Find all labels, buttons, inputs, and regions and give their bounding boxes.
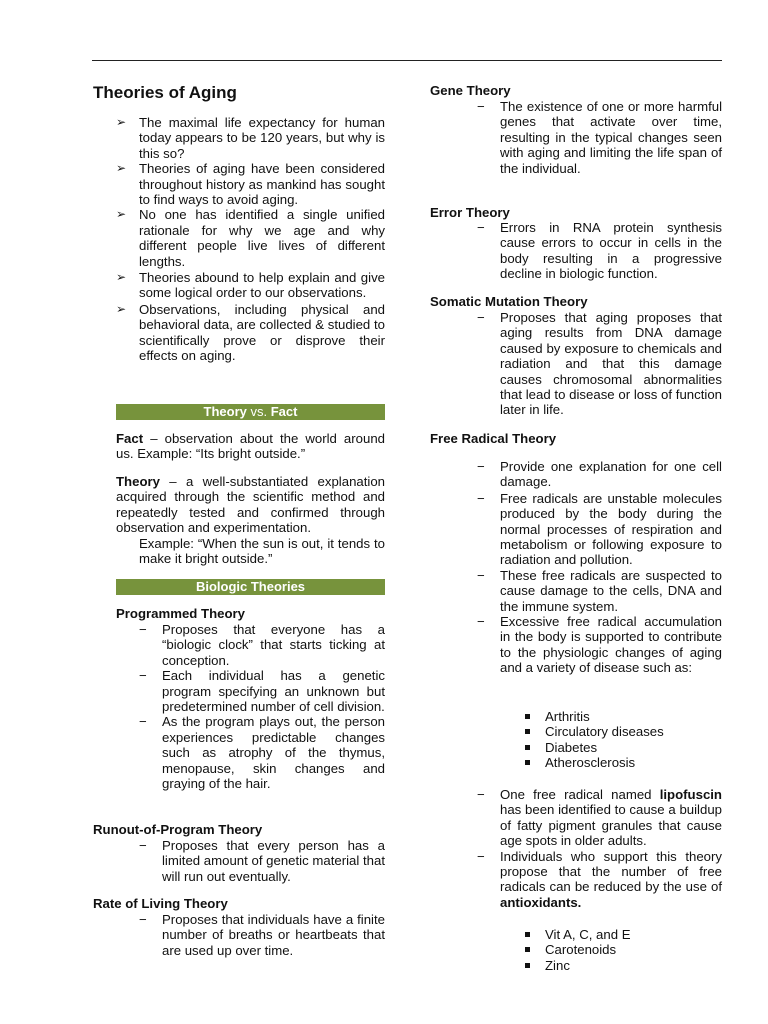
list-item: − Proposes that everyone has a “biologic clock” that starts ticking at conception.	[139, 622, 385, 668]
rate-of-living-heading: Rate of Living Theory	[93, 896, 228, 911]
theory-example: Example: “When the sun is out, it tends to make it bright outside.”	[139, 536, 385, 567]
arrow-bullet-icon: ➢	[116, 270, 127, 285]
dash-bullet-icon: −	[139, 838, 147, 853]
dash-bullet-icon: −	[477, 567, 485, 583]
gene-theory-list	[477, 99, 722, 176]
list-item: Diabetes	[523, 740, 722, 755]
runout-theory-heading: Runout-of-Program Theory	[93, 822, 263, 837]
free-radical-list	[477, 459, 722, 676]
list-item: − Free radicals are unstable molecules produced by the body during the normal processes of respiration and metabolism or following exposure to radiation and pollution.	[477, 490, 722, 568]
error-theory-heading: Error Theory	[430, 205, 510, 220]
programmed-theory-heading: Programmed Theory	[116, 606, 245, 621]
list-item: − One free radical named lipofuscin has been identified to cause a buildup of fatty pigment granules that cause age spots in older adults.	[477, 787, 722, 849]
somatic-mutation-heading: Somatic Mutation Theory	[430, 294, 588, 309]
list-item: − Provide one explanation for one cell damage.	[477, 459, 722, 490]
intro-bullet: ➢ Theories abound to help explain and give some logical order to our observations.	[116, 270, 385, 301]
list-item: − Proposes that aging proposes that aging results from DNA damage caused by exposure to chemicals and radiation and that this damage causes chromosomal abnormalities that lead to disease or loss of function later in life.	[477, 310, 722, 418]
arrow-bullet-icon: ➢	[116, 207, 127, 222]
programmed-theory-list	[139, 622, 385, 791]
dash-bullet-icon: −	[139, 912, 147, 927]
intro-bullet: ➢ Theories of aging have been considered throughout history as mankind has sought to find ways to avoid aging.	[116, 161, 385, 208]
gene-theory-heading: Gene Theory	[430, 83, 511, 98]
square-bullet-icon	[525, 963, 530, 968]
section-bar-biologic-theories: Biologic Theories	[116, 579, 385, 595]
list-item: − These free radicals are suspected to cause damage to the cells, DNA and the immune system.	[477, 567, 722, 614]
list-item: Vit A, C, and E	[523, 927, 722, 942]
fact-definition: Fact – observation about the world around us. Example: “Its bright outside.”	[116, 431, 385, 462]
square-bullet-icon	[525, 932, 530, 937]
dash-bullet-icon: −	[477, 310, 485, 325]
rate-of-living-list	[139, 912, 385, 958]
dash-bullet-icon: −	[139, 714, 147, 730]
top-rule	[92, 60, 722, 61]
error-theory-list	[477, 220, 722, 282]
arrow-bullet-icon: ➢	[116, 161, 127, 176]
square-bullet-icon	[525, 947, 530, 952]
dash-bullet-icon: −	[477, 99, 485, 114]
square-bullet-icon	[525, 714, 530, 719]
list-item: − Proposes that individuals have a finite number of breaths or heartbeats that are used up over time.	[139, 912, 385, 958]
intro-bullet: ➢ Observations, including physical and behavioral data, are collected & studied to scientifically prove or disprove their effects on aging.	[116, 301, 385, 364]
free-radical-list-continued	[477, 787, 722, 910]
list-item: − As the program plays out, the person experiences predictable changes such as atrophy of the thymus, menopause, skin changes and graying of the hair.	[139, 714, 385, 792]
intro-bullet: ➢ No one has identified a single unified rationale for why we age and why different people live lives of different lengths.	[116, 207, 385, 269]
dash-bullet-icon: −	[477, 787, 485, 802]
section-bar-theory-vs-fact: Theory vs. Fact	[116, 404, 385, 420]
list-item: − Errors in RNA protein synthesis cause errors to occur in cells in the body resulting in a progressive decline in biologic function.	[477, 220, 722, 282]
list-item: − Individuals who support this theory propose that the number of free radicals can be reduced by the use of antioxidants.	[477, 848, 722, 910]
square-bullet-icon	[525, 760, 530, 765]
list-item: Carotenoids	[523, 942, 722, 957]
page-title: Theories of Aging	[93, 83, 237, 102]
list-item: Circulatory diseases	[523, 724, 722, 739]
square-bullet-icon	[525, 729, 530, 734]
dash-bullet-icon: −	[477, 614, 485, 630]
arrow-bullet-icon: ➢	[116, 301, 127, 316]
list-item: − Proposes that every person has a limited amount of genetic material that will run out eventually.	[139, 838, 385, 884]
list-item: Arthritis	[523, 709, 722, 724]
disease-list	[523, 709, 722, 771]
list-item: Zinc	[523, 958, 722, 973]
arrow-bullet-icon: ➢	[116, 115, 127, 129]
theory-definition: Theory – a well-substantiated explanation acquired through the scientific method and repeatedly tested and confirmed through observation and experimentation.	[116, 474, 385, 536]
intro-bullet-list	[116, 115, 385, 364]
intro-bullet: ➢ The maximal life expectancy for human today appears to be 120 years, but why is this so?	[116, 115, 385, 161]
list-item: Atherosclerosis	[523, 755, 722, 770]
dash-bullet-icon: −	[477, 220, 485, 235]
somatic-mutation-list	[477, 310, 722, 418]
dash-bullet-icon: −	[139, 622, 147, 637]
free-radical-heading: Free Radical Theory	[430, 431, 557, 446]
runout-theory-list	[139, 838, 385, 884]
dash-bullet-icon: −	[139, 668, 147, 684]
dash-bullet-icon: −	[477, 848, 485, 864]
list-item: − The existence of one or more harmful genes that activate over time, resulting in the typical changes seen with aging and limiting the life span of the individual.	[477, 99, 722, 176]
dash-bullet-icon: −	[477, 490, 485, 506]
antioxidant-list	[523, 927, 722, 973]
dash-bullet-icon: −	[477, 459, 485, 474]
square-bullet-icon	[525, 745, 530, 750]
list-item: − Each individual has a genetic program specifying an unknown but predetermined number of cell division.	[139, 668, 385, 715]
list-item: − Excessive free radical accumulation in the body is supported to contribute to the physiologic changes of aging and a variety of disease such as:	[477, 614, 722, 676]
